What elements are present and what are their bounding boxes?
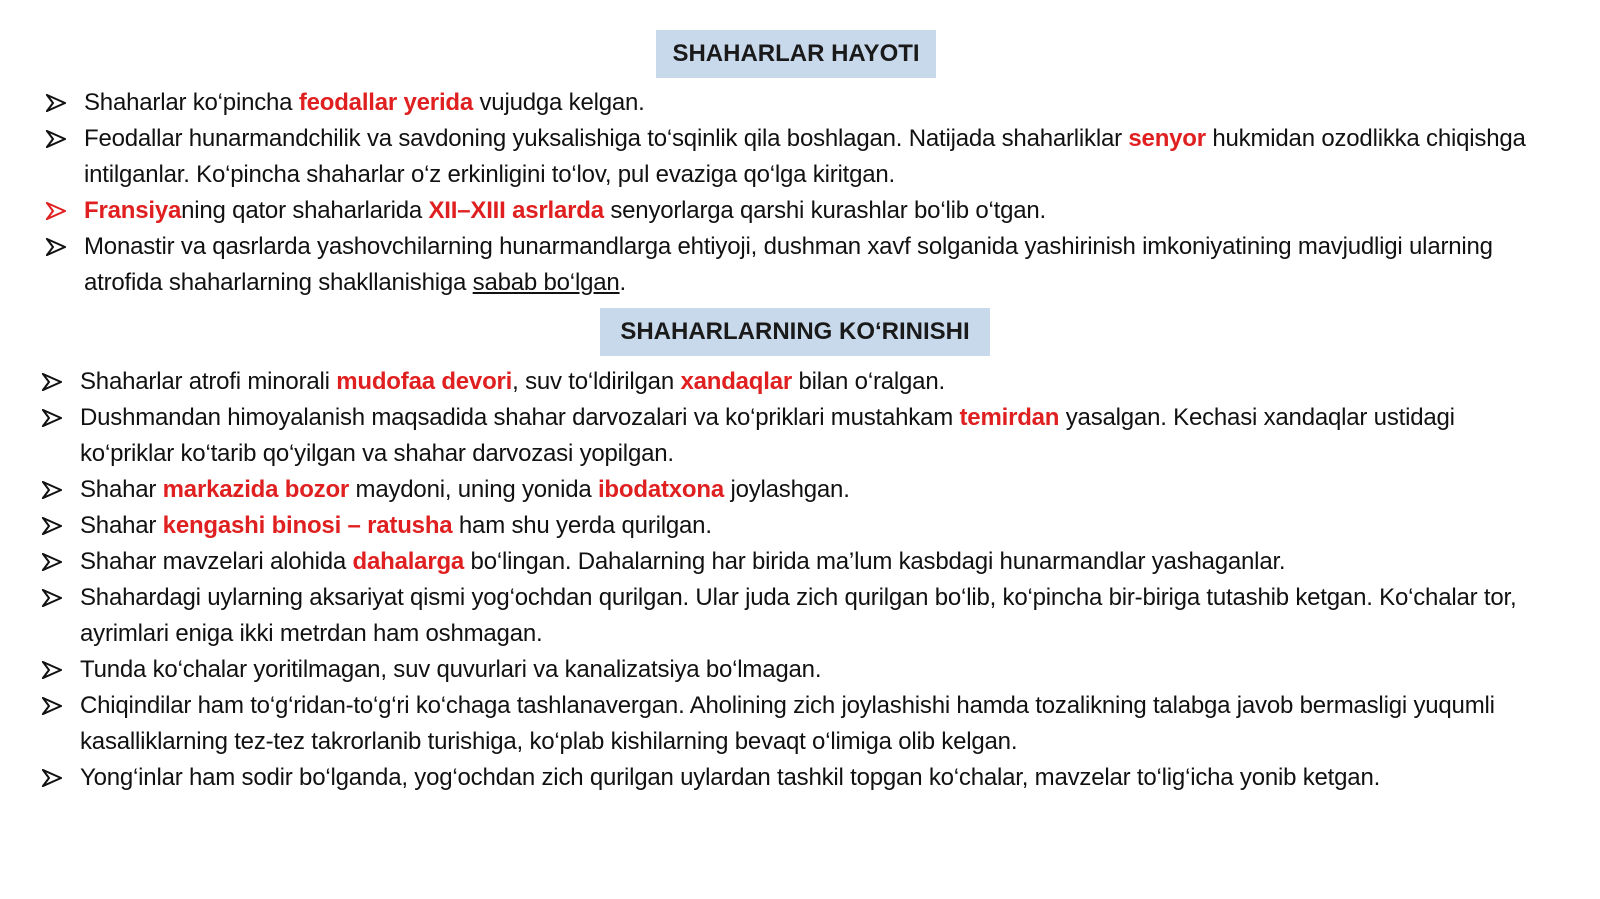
bullet-text: Feodallar hunarmandchilik va savdoning yuksalishiga to‘sqinlik qila boshlagan. Natijada shaharliklar — [84, 125, 1129, 152]
highlighted-term: mudofaa devori — [336, 368, 513, 395]
arrow-bullet-icon — [42, 661, 62, 679]
bullet-text: Shaharlar atrofi minorali — [80, 368, 337, 395]
bullet-text: bo‘lingan. Dahalarning har birida ma’lum kasbdagi hunarmandlar yashaganlar. — [464, 548, 1286, 575]
bullet-item — [46, 229, 1546, 301]
bullet-text: senyorlarga qarshi kurashlar bo‘lib o‘tgan. — [603, 197, 1046, 224]
arrow-bullet-icon — [42, 697, 62, 715]
bullet-item — [42, 364, 1552, 400]
bullet-text: Monastir va qasrlarda yashovchilarning hunarmandlarga ehtiyoji, dushman xavf solganida yashirinish imkoniyatining mavjudligi ularning atrofida shaharlarning shakllanishiga — [84, 233, 1493, 296]
bullet-item — [42, 688, 1552, 760]
bullet-text: vujudga kelgan. — [473, 89, 645, 116]
bullet-text: Shahar mavzelari alohida — [80, 548, 353, 575]
underlined-text: sabab bo‘lgan — [472, 269, 620, 296]
bullet-text: ham shu yerda qurilgan. — [452, 512, 712, 539]
bullet-text: Tunda ko‘chalar yoritilmagan, suv quvurlari va kanalizatsiya bo‘lmagan. — [80, 656, 822, 683]
bullet-item — [42, 400, 1552, 472]
city-life-list — [46, 85, 1546, 301]
highlighted-term: dahalarga — [352, 548, 465, 575]
bullet-item — [42, 544, 1552, 580]
bullet-item — [42, 760, 1552, 796]
bullet-text: Shahardagi uylarning aksariyat qismi yog‘ochdan qurilgan. Ular juda zich qurilgan bo‘lib, ko‘pincha bir-biriga tutashib ketgan. Ko‘chalar tor, ayrimlari eniga ikki metrdan ham oshmagan. — [80, 584, 1517, 647]
highlighted-term: xandaqlar — [680, 368, 793, 395]
bullet-text: ning qator shaharlarida — [181, 197, 429, 224]
highlighted-term: XII–XIII asrlarda — [428, 197, 604, 224]
arrow-bullet-icon — [42, 589, 62, 607]
highlighted-term: feodallar yerida — [298, 89, 474, 116]
arrow-bullet-icon — [46, 202, 66, 220]
bullet-text: bilan o‘ralgan. — [792, 368, 945, 395]
bullet-text: Chiqindilar ham to‘g‘ridan-to‘g‘ri ko‘chaga tashlanavergan. Aholining zich joylashishi hamda tozalikning talabga javob bermasligi yuqumli kasalliklarning tez-tez takrorlanib turishiga, ko‘plab kishilarning bevaqt o‘limiga olib kelgan. — [80, 692, 1495, 755]
bullet-item — [46, 121, 1546, 193]
bullet-item — [42, 508, 1552, 544]
bullet-text: Shahar — [80, 512, 163, 539]
highlighted-term: markazida bozor — [162, 476, 350, 503]
arrow-bullet-icon — [42, 481, 62, 499]
highlighted-term: Fransiya — [84, 197, 182, 224]
bullet-text: hukmidan ozodlikka chiqishga intilganlar. Ko‘pincha shaharlar o‘z erkinligini to‘lov, pul evaziga qo‘lga kiritgan. — [84, 125, 1526, 188]
highlighted-term: senyor — [1128, 125, 1206, 152]
arrow-bullet-icon — [42, 409, 62, 427]
section-title-city-life: SHAHARLAR HAYOTI — [656, 30, 936, 78]
bullet-item — [46, 193, 1546, 229]
arrow-bullet-icon — [42, 517, 62, 535]
highlighted-term: temirdan — [959, 404, 1060, 431]
bullet-text: Shahar — [80, 476, 163, 503]
arrow-bullet-icon — [46, 130, 66, 148]
bullet-text: maydoni, uning yonida — [349, 476, 598, 503]
bullet-item — [46, 85, 1546, 121]
bullet-text: . — [619, 269, 626, 296]
bullet-text: Dushmandan himoyalanish maqsadida shahar darvozalari va ko‘priklari mustahkam — [80, 404, 960, 431]
bullet-item — [42, 652, 1552, 688]
bullet-text: , suv to‘ldirilgan — [512, 368, 681, 395]
section-title-city-appearance: SHAHARLARNING KO‘RINISHI — [600, 308, 990, 356]
bullet-text: yasalgan. Kechasi xandaqlar ustidagi ko‘priklar ko‘tarib qo‘yilgan va shahar darvozasi yopilgan. — [80, 404, 1455, 467]
bullet-text: Shaharlar ko‘pincha — [84, 89, 299, 116]
arrow-bullet-icon — [42, 373, 62, 391]
bullet-item — [42, 472, 1552, 508]
bullet-text: Yong‘inlar ham sodir bo‘lganda, yog‘ochdan zich qurilgan uylardan tashkil topgan ko‘chalar, mavzelar to‘lig‘icha yonib ketgan. — [80, 764, 1381, 791]
arrow-bullet-icon — [42, 769, 62, 787]
arrow-bullet-icon — [42, 553, 62, 571]
bullet-text: joylashgan. — [723, 476, 850, 503]
city-appearance-list — [42, 364, 1552, 796]
highlighted-term: kengashi binosi – ratusha — [162, 512, 453, 539]
bullet-item — [42, 580, 1552, 652]
highlighted-term: ibodatxona — [597, 476, 724, 503]
arrow-bullet-icon — [46, 94, 66, 112]
arrow-bullet-icon — [46, 238, 66, 256]
